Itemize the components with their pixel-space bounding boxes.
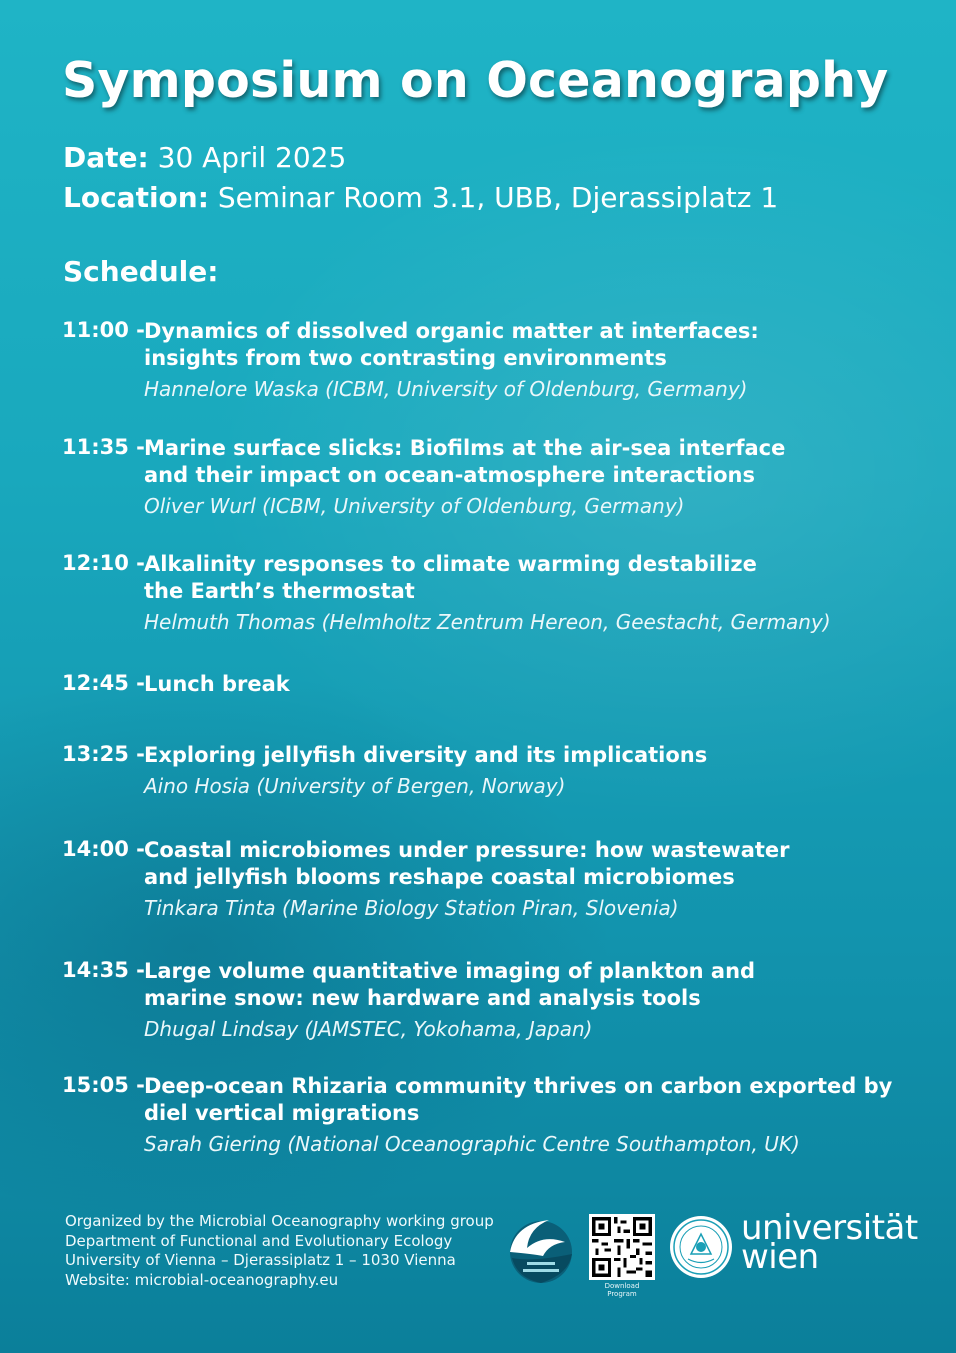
website-line: Website: microbial-oceanography.eu xyxy=(65,1270,339,1289)
schedule-time: 14:35 - xyxy=(62,958,145,982)
talk-title: Alkalinity responses to climate warming destabilize the Earth’s thermostat xyxy=(144,552,757,603)
talk-title: Deep-ocean Rhizaria community thrives on carbon exported by diel vertical migrations xyxy=(144,1074,893,1125)
schedule-time: 15:05 - xyxy=(62,1073,145,1097)
speaker: Tinkara Tinta (Marine Biology Station Piran, Slovenia) xyxy=(144,896,679,920)
talk-title: Lunch break xyxy=(144,672,290,696)
schedule-time: 12:10 - xyxy=(62,551,145,575)
working-group-logo-icon xyxy=(503,1214,579,1284)
schedule-time: 11:00 - xyxy=(62,318,145,342)
location-value: Seminar Room 3.1, UBB, Djerassiplatz 1 xyxy=(217,181,779,214)
date-line xyxy=(63,141,346,174)
schedule-item xyxy=(62,551,902,634)
address-line: University of Vienna – Djerassiplatz 1 – 1030 Vienna xyxy=(65,1251,456,1269)
speaker: Hannelore Waska (ICBM, University of Oldenburg, Germany) xyxy=(144,377,748,401)
speaker: Aino Hosia (University of Bergen, Norway) xyxy=(144,774,566,798)
speaker: Dhugal Lindsay (JAMSTEC, Yokohama, Japan) xyxy=(144,1017,593,1041)
location-label: Location: xyxy=(63,181,209,214)
schedule-time: 14:00 - xyxy=(62,837,145,861)
date-value: 30 April 2025 xyxy=(157,141,347,174)
university-wordmark xyxy=(741,1208,918,1277)
talk-title: Large volume quantitative imaging of plankton and marine snow: new hardware and analysis tools xyxy=(144,959,756,1010)
poster-title: Symposium on Oceanography xyxy=(62,52,889,109)
university-name-line2: wien xyxy=(741,1237,819,1277)
talk-title: Marine surface slicks: Biofilms at the air-sea interface and their impact on ocean-atmosphere interactions xyxy=(144,436,786,487)
talk-title: Exploring jellyfish diversity and its implications xyxy=(144,743,708,767)
schedule-item xyxy=(62,958,902,1041)
talk-title: Coastal microbiomes under pressure: how wastewater and jellyfish blooms reshape coastal microbiomes xyxy=(144,838,790,889)
schedule-heading: Schedule: xyxy=(63,255,219,288)
speaker: Sarah Giering (National Oceanographic Centre Southampton, UK) xyxy=(144,1132,800,1156)
speaker: Helmuth Thomas (Helmholtz Zentrum Hereon, Geestacht, Germany) xyxy=(144,610,831,634)
university-name-line1: universität xyxy=(741,1208,918,1248)
organizer-line: Organized by the Microbial Oceanography working group xyxy=(65,1212,494,1230)
schedule-time: 13:25 - xyxy=(62,742,145,766)
speaker: Oliver Wurl (ICBM, University of Oldenburg, Germany) xyxy=(144,494,685,518)
schedule-item xyxy=(62,742,902,798)
location-line xyxy=(63,181,778,214)
organizer-info xyxy=(65,1212,494,1290)
qr-caption: Download Program xyxy=(604,1282,640,1298)
schedule-item xyxy=(62,435,902,518)
schedule-time: 12:45 - xyxy=(62,671,145,695)
schedule-item xyxy=(62,1073,902,1156)
date-label: Date: xyxy=(63,141,149,174)
schedule-item xyxy=(62,671,902,698)
schedule-item xyxy=(62,837,902,920)
department-line: Department of Functional and Evolutionary Ecology xyxy=(65,1231,453,1250)
university-seal-icon xyxy=(668,1214,734,1280)
schedule-time: 11:35 - xyxy=(62,435,145,459)
qr-code-icon[interactable] xyxy=(589,1214,655,1280)
schedule-item xyxy=(62,318,902,401)
talk-title: Dynamics of dissolved organic matter at interfaces: insights from two contrasting environments xyxy=(144,319,759,370)
